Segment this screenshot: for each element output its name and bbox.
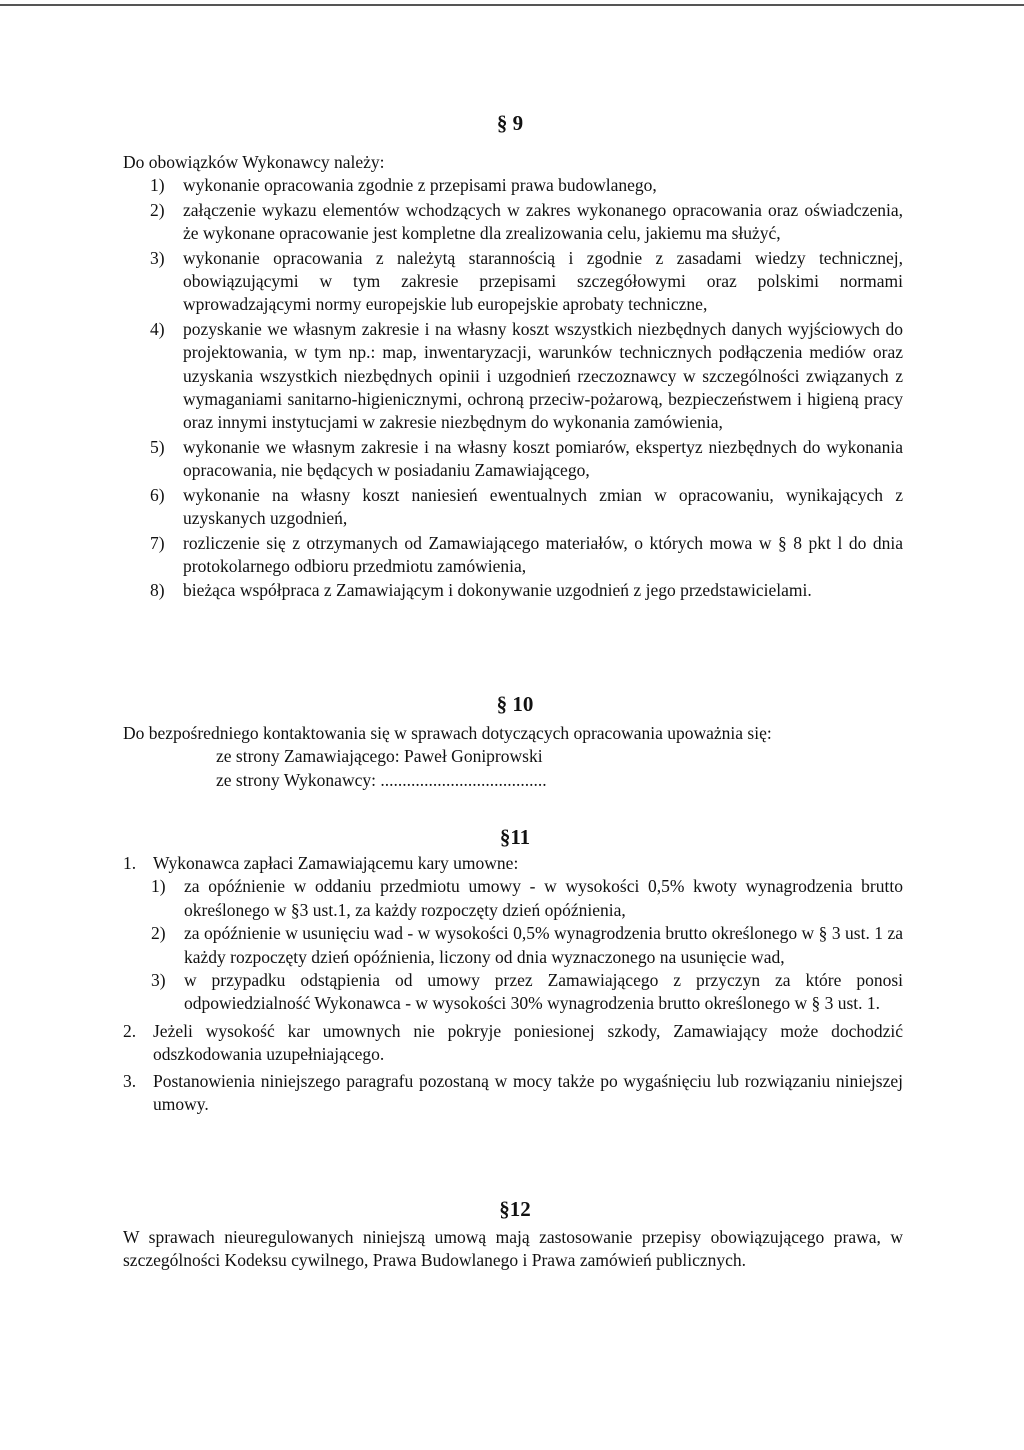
top-border-line (0, 4, 1024, 6)
item-text: za opóźnienie w usunięciu wad - w wysokości 0,5% wynagrodzenia brutto określonego w § 3 ust. 1 za każdy rozpoczęty dzień opóźnienia, liczony od dnia wyznaczonego na usunięcie wad, (184, 923, 903, 967)
section-9-item (123, 247, 903, 317)
item-number: 6) (150, 484, 165, 505)
paragraph-3 (123, 1070, 903, 1117)
section-12-heading: §12 (499, 1197, 531, 1221)
section-9-item (123, 436, 903, 483)
item-number: 7) (150, 532, 165, 553)
item-text: rozliczenie się z otrzymanych od Zamawiającego materiałów, o których mowa w § 8 pkt l do dnia protokolarnego odbioru przedmiotu zamówienia, (183, 532, 903, 576)
paragraph-number: 3. (123, 1070, 137, 1091)
section-9-heading: § 9 (496, 111, 524, 135)
item-text: wykonanie na własny koszt naniesień ewentualnych zmian w opracowaniu, wynikających z uzyskanych uzgodnień, (183, 484, 903, 529)
section-12-text: W sprawach nieuregulowanych niniejszą umową mają zastosowanie przepisy obowiązującego prawa, w szczególności Kodeksu cywilnego, Prawa Budowlanego i Prawa zamówień publicznych. (123, 1227, 903, 1271)
penalty-item (123, 875, 903, 922)
section-9-item (123, 532, 903, 579)
section-9-item (123, 174, 903, 197)
item-text: bieżąca współpraca z Zamawiającym i dokonywanie uzgodnień z jego przedstawicielami. (183, 580, 812, 601)
item-number: 2) (150, 199, 165, 220)
section-9-intro: Do obowiązków Wykonawcy należy: (123, 152, 385, 172)
contact-client: ze strony Zamawiającego: Paweł Goniprowski (216, 746, 543, 767)
paragraph-text: Wykonawca zapłaci Zamawiającemu kary umowne: (153, 853, 519, 873)
item-number: 8) (150, 580, 165, 601)
item-number: 3) (151, 970, 166, 991)
item-text: w przypadku odstąpienia od umowy przez Zamawiającego z przyczyn za które ponosi odpowiedzialność Wykonawca - w wysokości 30% wynagrodzenia brutto określonego w § 3 ust. 1. (184, 970, 903, 1014)
section-11-heading: §11 (499, 825, 531, 849)
section-11-body (123, 852, 903, 1116)
item-number: 2) (151, 923, 166, 944)
penalty-item (123, 969, 903, 1016)
section-10-body (123, 722, 913, 792)
section-9-item (123, 318, 903, 435)
paragraph-2 (123, 1020, 903, 1067)
item-number: 1) (150, 175, 165, 196)
contact-contractor: ze strony Wykonawcy: ...................................... (216, 769, 547, 790)
item-text: załączenie wykazu elementów wchodzących w zakres wykonanego opracowania oraz oświadczenia, że wykonane opracowanie jest kompletne dla zrealizowania celu, jakiemu ma służyć, (183, 199, 903, 244)
item-number: 3) (150, 247, 165, 268)
paragraph-number: 1. (123, 853, 137, 873)
item-text: wykonanie opracowania zgodnie z przepisami prawa budowlanego, (183, 175, 657, 196)
section-12-body (123, 1226, 903, 1273)
section-9-item (123, 579, 903, 602)
penalty-item (123, 922, 903, 969)
paragraph-1 (123, 852, 903, 875)
section-9-item (123, 199, 903, 246)
item-number: 5) (150, 436, 165, 457)
item-number: 1) (151, 876, 166, 897)
item-text: za opóźnienie w oddaniu przedmiotu umowy - w wysokości 0,5% kwoty wynagrodzenia brutto określonego w §3 ust.1, za każdy rozpoczęty dzień opóźnienia, (184, 876, 903, 920)
item-text: wykonanie we własnym zakresie i na własny koszt pomiarów, ekspertyz niezbędnych do wykonania opracowania, nie będących w posiadaniu Zamawiającego, (183, 436, 903, 481)
section-10-heading: § 10 (496, 692, 534, 716)
item-text: wykonanie opracowania z należytą starannością i zgodnie z zasadami wiedzy technicznej, obowiązującymi w tym zakresie przepisami szczegółowymi oraz polskimi normami wprowadzającymi normy europejskie lub europejskie aprobaty techniczne, (183, 247, 903, 315)
section-9-item (123, 484, 903, 531)
section-10-intro: Do bezpośredniego kontaktowania się w sprawach dotyczących opracowania upoważnia się: (123, 723, 772, 743)
section-9-body (123, 151, 903, 604)
item-text: pozyskanie we własnym zakresie i na własny koszt wszystkich niezbędnych danych wyjściowych do projektowania, w tym np.: map, inwentaryzacji, warunków technicznych podłączenia mediów oraz uzyskania wszystkich niezbędnych opinii i uzgodnień rzeczoznawcy w szczególności związanych z wymaganiami sanitarno-higienicznymi, ochroną przeciw-pożarową, bezpieczeństwem i higieną pracy oraz innymi instytucjami w zakresie niezbędnym do wykonania zamówienia, (183, 318, 903, 433)
paragraph-number: 2. (123, 1020, 137, 1041)
item-number: 4) (150, 318, 165, 339)
paragraph-text: Postanowienia niniejszego paragrafu pozostaną w mocy także po wygaśnięciu lub rozwiązaniu niniejszej umowy. (153, 1070, 903, 1115)
paragraph-text: Jeżeli wysokość kar umownych nie pokryje poniesionej szkody, Zamawiający może dochodzić odszkodowania uzupełniającego. (153, 1020, 903, 1065)
